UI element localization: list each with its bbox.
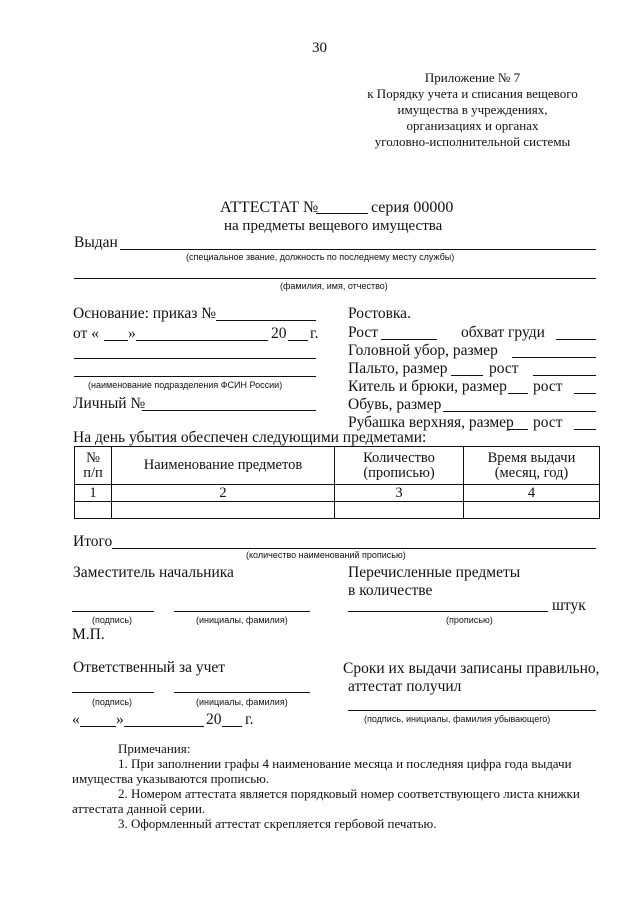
appendix-line: организациях и органах: [406, 118, 539, 133]
issued-label: Выдан: [74, 234, 118, 251]
jacket-height-label: рост: [533, 378, 563, 395]
appendix-line: Приложение № 7: [424, 70, 521, 85]
date-day-field[interactable]: [104, 340, 128, 341]
shirt-height-field[interactable]: [574, 429, 596, 430]
column-number: 3: [335, 485, 464, 502]
unit-hint: (наименование подразделения ФСИН России): [88, 380, 283, 390]
note-1-line2: имущества указываются прописью.: [72, 771, 270, 786]
unit-field-2[interactable]: [74, 376, 316, 377]
personal-number-label: Личный №: [73, 395, 146, 412]
chest-label: обхват груди: [461, 324, 545, 341]
chest-field[interactable]: [556, 339, 596, 340]
note-2-line2: аттестата данной серии.: [72, 801, 206, 816]
received-hint: (подпись, инициалы, фамилия убывающего): [364, 714, 551, 724]
appendix-line: имущества в учреждениях,: [397, 102, 548, 117]
responsible-signature-field[interactable]: [72, 692, 154, 693]
deputy-signature-field[interactable]: [72, 611, 154, 612]
column-number: 1: [75, 485, 112, 502]
appendix-line: к Порядку учета и списания вещевого: [367, 86, 578, 101]
received-signature-field[interactable]: [348, 710, 596, 711]
page-number: 30: [312, 40, 327, 56]
notes-block: [72, 741, 598, 831]
coat-size-field[interactable]: [451, 375, 483, 376]
order-number-field[interactable]: [216, 320, 316, 321]
table-number-row: [75, 485, 600, 502]
height-label: Рост: [348, 324, 379, 341]
issued-rank-hint: (специальное звание, должность по последнему месту службы): [186, 252, 455, 262]
header-issue-date: [464, 447, 600, 485]
deputy-label: Заместитель начальника: [73, 564, 234, 581]
jacket-height-field[interactable]: [574, 393, 596, 394]
appendix-line: уголовно-исполнительной системы: [374, 134, 571, 149]
received-line2: аттестат получил: [348, 678, 462, 695]
received-line1: Сроки их выдачи записаны правильно,: [343, 660, 600, 677]
table-row[interactable]: [75, 502, 600, 519]
responsible-name-hint: (инициалы, фамилия): [196, 697, 288, 707]
year-prefix: 20: [271, 325, 287, 342]
note-3: 3. Оформленный аттестат скрепляется гербовой печатью.: [118, 816, 437, 831]
date-month-field[interactable]: [136, 340, 268, 341]
issued-rank-field[interactable]: [120, 249, 596, 250]
height-field[interactable]: [381, 339, 437, 340]
jacket-size-field[interactable]: [508, 393, 528, 394]
table-cell[interactable]: [112, 502, 335, 519]
attestat-title: [220, 199, 318, 217]
responsible-year-suffix: г.: [245, 711, 254, 728]
date-quote: »: [128, 325, 136, 342]
stamp-place: М.П.: [72, 626, 105, 643]
column-number: 4: [464, 485, 600, 502]
total-label: Итого: [73, 533, 113, 550]
coat-height-label: рост: [489, 360, 519, 377]
sizes-heading: Ростовка.: [348, 305, 411, 322]
items-table: [74, 446, 600, 519]
listed-quantity-hint: (прописью): [446, 615, 493, 625]
deputy-name-field[interactable]: [174, 611, 310, 612]
listed-quantity-field[interactable]: [348, 611, 548, 612]
shoes-size-field[interactable]: [443, 411, 596, 412]
shirt-height-label: рост: [533, 414, 563, 431]
year-field[interactable]: [288, 340, 308, 341]
shoes-label: Обувь, размер: [348, 396, 442, 413]
shirt-size-field[interactable]: [508, 429, 528, 430]
header-issue-date-line2: (месяц, год): [494, 464, 569, 481]
header-quantity-line2: (прописью): [363, 464, 435, 481]
headwear-field[interactable]: [512, 357, 596, 358]
basis-label: Основание: приказ №: [73, 305, 217, 322]
coat-height-field[interactable]: [533, 375, 596, 376]
coat-label: Пальто, размер: [348, 360, 448, 377]
header-number-line1: №: [86, 449, 100, 466]
table-header-row: [75, 447, 600, 485]
table-intro: На день убытия обеспечен следующими предметами:: [73, 429, 427, 446]
header-number: [75, 447, 112, 485]
issued-name-hint: (фамилия, имя, отчество): [280, 281, 388, 291]
attestat-number-field[interactable]: [316, 213, 368, 214]
date-from-prefix: от «: [73, 325, 99, 342]
table-cell[interactable]: [335, 502, 464, 519]
header-item-name: Наименование предметов: [112, 447, 335, 485]
title-series: серия 00000: [371, 199, 454, 216]
total-field[interactable]: [112, 548, 596, 549]
responsible-month-field[interactable]: [124, 726, 204, 727]
issued-name-field[interactable]: [74, 278, 596, 279]
jacket-label: Китель и брюки, размер: [348, 378, 507, 395]
attestat-subtitle: на предметы вещевого имущества: [224, 218, 443, 234]
responsible-day-field[interactable]: [80, 726, 116, 727]
table-cell[interactable]: [75, 502, 112, 519]
title-prefix: АТТЕСТАТ №: [220, 199, 319, 216]
header-issue-date-line1: Время выдачи: [487, 449, 576, 466]
note-2-line1: 2. Номером аттестата является порядковый номер соответствующего листа книжки: [118, 786, 580, 801]
headwear-label: Головной убор, размер: [348, 342, 498, 359]
responsible-year-field[interactable]: [222, 726, 242, 727]
total-hint: (количество наименований прописью): [246, 550, 406, 560]
table-cell[interactable]: [464, 502, 600, 519]
responsible-date-prefix: «: [72, 711, 80, 728]
responsible-signature-hint: (подпись): [92, 697, 133, 707]
deputy-name-hint: (инициалы, фамилия): [196, 615, 288, 625]
header-number-line2: п/п: [83, 464, 103, 481]
deputy-signature-hint: (подпись): [92, 615, 133, 625]
responsible-year-prefix: 20: [206, 711, 222, 728]
shirt-label: Рубашка верхняя, размер: [348, 414, 514, 431]
header-quantity: [335, 447, 464, 485]
listed-unit: штук: [552, 597, 586, 614]
responsible-date-quote: »: [116, 711, 124, 728]
appendix-block: [365, 70, 580, 150]
personal-number-field[interactable]: [142, 410, 316, 411]
responsible-name-field[interactable]: [174, 692, 310, 693]
column-number: 2: [112, 485, 335, 502]
note-1-line1: 1. При заполнении графы 4 наименование месяца и последняя цифра года выдачи: [118, 756, 572, 771]
header-quantity-line1: Количество: [363, 449, 435, 466]
unit-field-1[interactable]: [74, 358, 316, 359]
responsible-label: Ответственный за учет: [73, 659, 226, 676]
year-suffix: г.: [310, 325, 319, 342]
listed-line1: Перечисленные предметы: [348, 564, 521, 581]
listed-line2: в количестве: [348, 582, 433, 599]
notes-heading: Примечания:: [118, 741, 191, 756]
